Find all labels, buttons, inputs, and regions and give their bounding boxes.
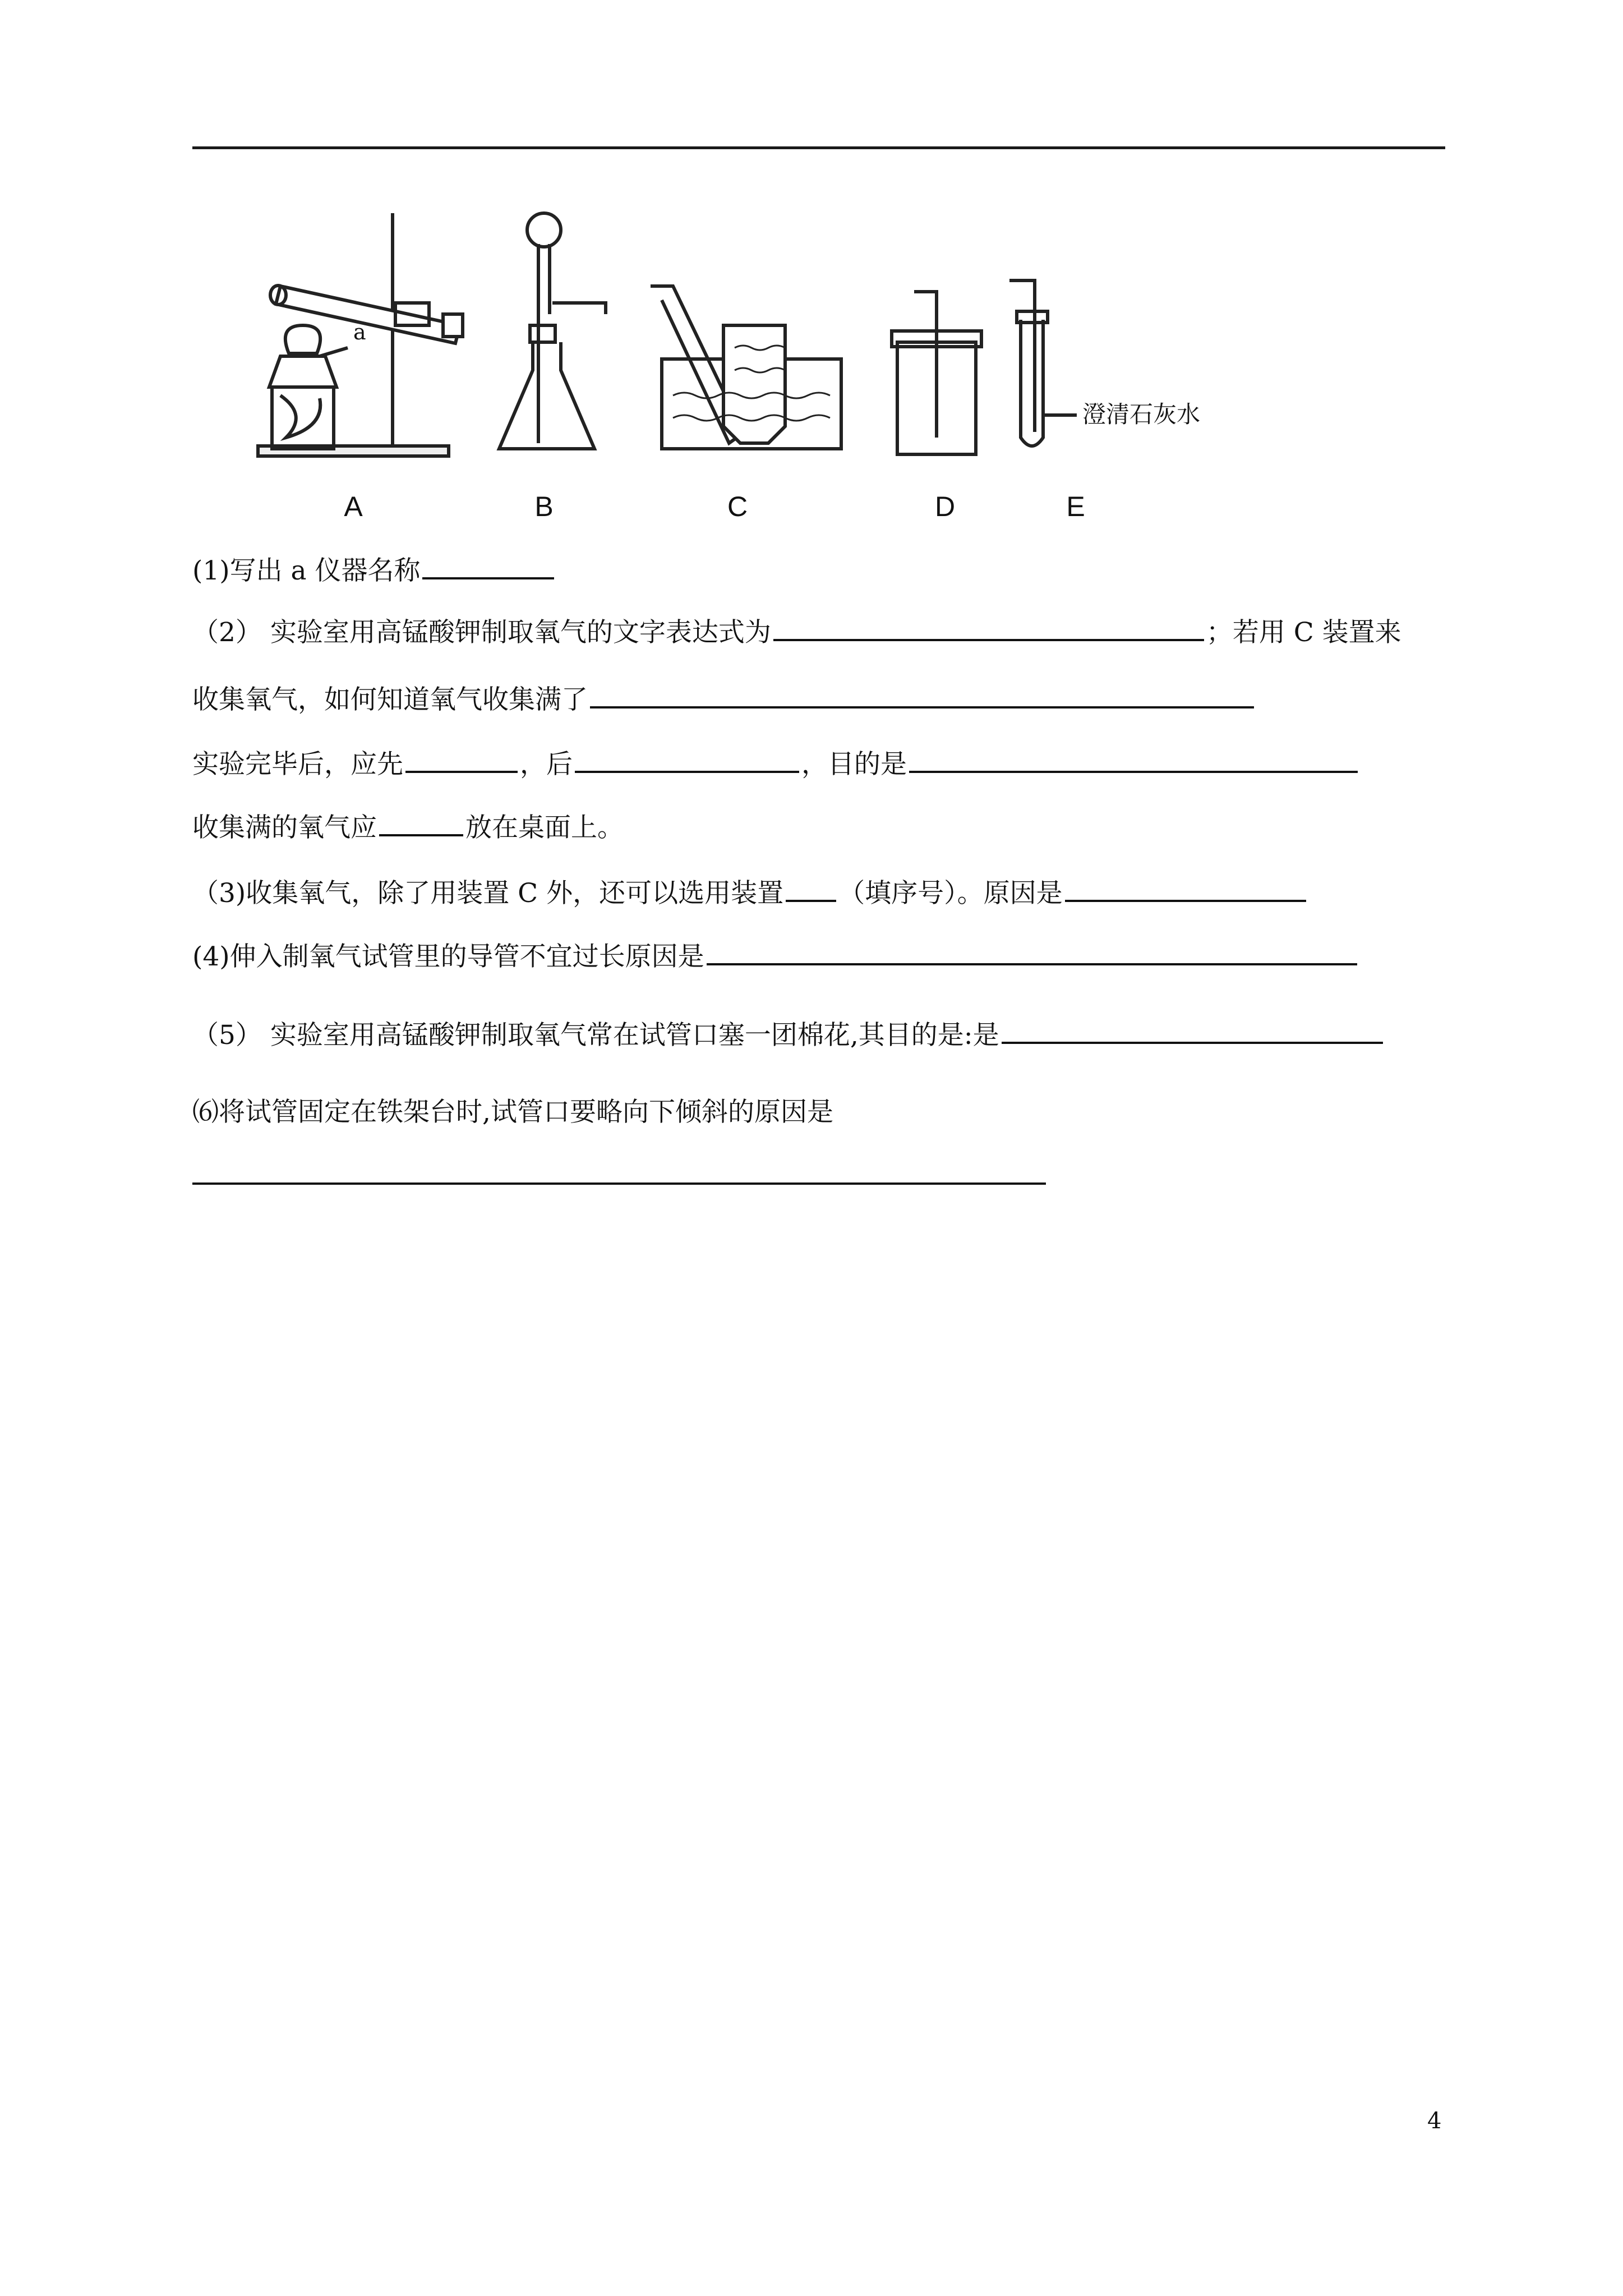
- question-2-text: ，目的是: [801, 749, 907, 780]
- label-b: B: [534, 491, 554, 522]
- question-5-text: （5） 实验室用高锰酸钾制取氧气常在试管口塞一团棉花,其目的是:是: [192, 1020, 999, 1051]
- question-1: [192, 553, 556, 588]
- question-4-text: (4)伸入制氧气试管里的导管不宜过长原因是: [192, 941, 704, 972]
- question-2-text: （2） 实验室用高锰酸钾制取氧气的文字表达式为: [192, 617, 771, 648]
- apparatus-d: [892, 292, 981, 454]
- answer-blank[interactable]: [786, 875, 836, 902]
- question-6-text: ⑹将试管固定在铁架台时,试管口要略向下倾斜的原因是: [192, 1097, 833, 1128]
- question-2-text: 收集氧气，如何知道氧气收集满了: [192, 684, 588, 715]
- apparatus-figure: [247, 202, 1267, 539]
- label-a: A: [344, 491, 363, 522]
- question-2-text: ，后: [520, 749, 573, 780]
- question-2-text: ；若用 C 装置来: [1206, 617, 1401, 648]
- answer-blank[interactable]: [575, 746, 799, 773]
- label-limewater: 澄清石灰水: [1082, 401, 1201, 428]
- answer-blank[interactable]: [590, 682, 1254, 708]
- answer-blank[interactable]: [379, 809, 463, 836]
- question-2-line-2: [192, 682, 1256, 717]
- question-2-line-1: [192, 614, 1401, 650]
- answer-blank[interactable]: [1065, 875, 1306, 902]
- question-2-text: 收集满的氧气应: [192, 812, 377, 843]
- label-instrument-a: a: [353, 320, 366, 344]
- question-4: [192, 938, 1359, 974]
- label-c: C: [727, 491, 748, 522]
- answer-blank[interactable]: [773, 614, 1204, 641]
- label-d: D: [934, 491, 956, 522]
- question-6: [192, 1096, 833, 1129]
- header-rule: [192, 146, 1445, 149]
- question-2-line-4: [192, 809, 624, 845]
- apparatus-b: [499, 213, 606, 449]
- answer-blank[interactable]: [1002, 1017, 1383, 1044]
- page-number: 4: [1427, 2108, 1442, 2134]
- question-2-text: 放在桌面上。: [465, 812, 624, 843]
- question-5: [192, 1017, 1385, 1052]
- answer-blank[interactable]: [405, 746, 518, 773]
- question-2-line-3: [192, 746, 1360, 781]
- apparatus-e: [1009, 280, 1077, 446]
- apparatus-diagram: [247, 202, 1267, 539]
- question-3-text: （填序号）。原因是: [838, 878, 1063, 909]
- label-e: E: [1066, 491, 1085, 522]
- question-3-text: （3)收集氧气，除了用装置 C 外，还可以选用装置: [192, 878, 784, 909]
- question-1-text: (1)写出 a 仪器名称: [192, 555, 421, 586]
- answer-blank[interactable]: [707, 938, 1357, 965]
- question-3: [192, 875, 1308, 910]
- apparatus-c: [651, 286, 841, 449]
- answer-blank[interactable]: [422, 553, 554, 579]
- question-6-answer-line[interactable]: [192, 1182, 1046, 1185]
- question-2-text: 实验完毕后，应先: [192, 749, 403, 780]
- answer-blank[interactable]: [909, 746, 1358, 773]
